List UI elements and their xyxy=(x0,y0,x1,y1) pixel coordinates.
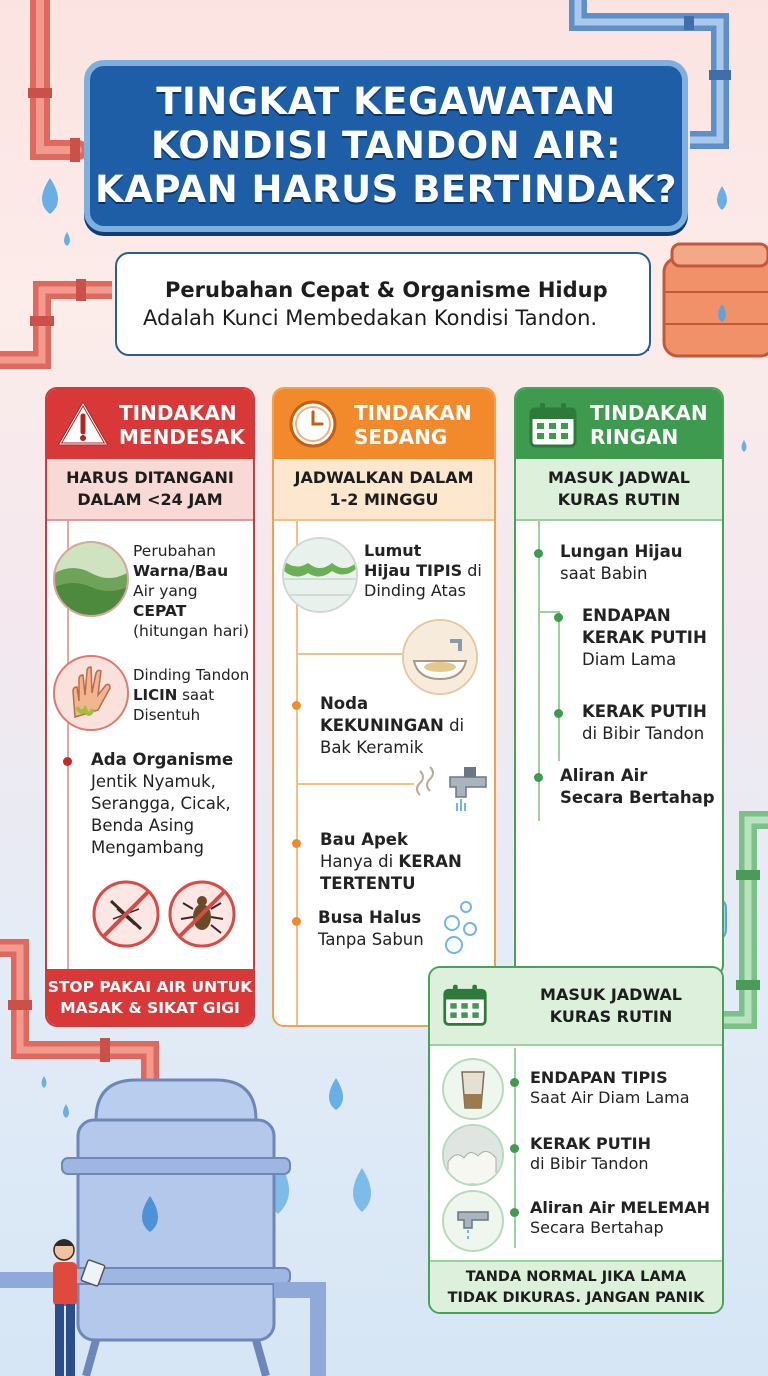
urgent-item-3 xyxy=(91,749,255,859)
weak-faucet-image xyxy=(442,1190,504,1252)
light-item-3-l1: KERAK PUTIH xyxy=(582,702,707,721)
urgent-item-3-l1: Jentik Nyamuk, xyxy=(91,772,216,791)
urgent-label-line1: TINDAKAN xyxy=(119,401,237,425)
urgent-item-1-l4: CEPAT xyxy=(133,602,187,620)
sink-stain-image xyxy=(402,619,478,695)
urgent-deadline-line2: DALAM <24 JAM xyxy=(77,490,223,509)
urgent-item-3-l2: Serangga, Cicak, xyxy=(91,794,231,813)
light-item-4 xyxy=(560,765,722,809)
urgent-footer-line1: STOP PAKAI AIR UNTUK xyxy=(47,978,253,996)
bullet-dot xyxy=(534,773,543,782)
light-header-label xyxy=(590,401,708,449)
water-tank-orange xyxy=(664,244,768,356)
urgent-item-1-l2: Warna/Bau xyxy=(133,562,229,580)
light-item-2-l1: ENDAPAN xyxy=(582,606,671,625)
medium-item-2-l3: Bak Keramik xyxy=(320,738,424,757)
calendar-icon xyxy=(528,401,578,449)
light-card-deadline-line1: MASUK JADWAL xyxy=(540,985,682,1004)
bullet-dot xyxy=(554,613,563,622)
urgent-item-1-l5: (hitungan hari) xyxy=(133,622,250,640)
thin-moss-image xyxy=(282,537,358,613)
bullet-dot xyxy=(292,917,301,926)
light-item-1 xyxy=(560,541,720,585)
light-card-item-1-l2: Saat Air Diam Lama xyxy=(530,1088,690,1107)
light-card-header xyxy=(430,968,722,1046)
pipe-mid-left xyxy=(0,279,112,360)
medium-item-3-l1: Bau Apek xyxy=(320,830,408,849)
no-insect-icon xyxy=(167,879,237,949)
light-item-1-l1: Lungan Hijau xyxy=(560,542,683,561)
urgent-footer-line2: MASAK & SIKAT GIGI xyxy=(60,999,240,1017)
medium-action-column xyxy=(272,387,496,1027)
light-card-item-3 xyxy=(530,1198,724,1238)
medium-deadline xyxy=(274,459,494,521)
medium-item-1-l1: Lumut xyxy=(364,541,422,560)
title-banner xyxy=(84,60,688,232)
urgent-action-column xyxy=(45,387,255,1027)
light-label-line2: RINGAN xyxy=(590,425,679,449)
slimy-hand-image xyxy=(53,655,129,731)
light-action-column xyxy=(514,387,724,977)
urgent-item-3-l3: Benda Asing xyxy=(91,816,195,835)
bullet-dot xyxy=(510,1078,519,1087)
foam-bubbles-icon xyxy=(440,899,480,955)
light-item-4-l1: Aliran Air xyxy=(560,766,648,785)
light-item-2-l2: KERAK PUTIH xyxy=(582,628,707,647)
faucet-smell-icon xyxy=(406,757,496,817)
medium-item-2-l2a: KEKUNINGAN xyxy=(320,716,444,735)
medium-item-3-l3: TERTENTU xyxy=(320,874,416,893)
light-action-card xyxy=(428,966,724,1314)
bullet-dot xyxy=(510,1144,519,1153)
urgent-item-2-l2a: LICIN xyxy=(133,686,178,704)
light-card-item-1 xyxy=(530,1068,722,1108)
connector-line xyxy=(296,653,402,655)
no-mosquito-icon xyxy=(91,879,161,949)
title-line-3: KAPAN HARUS BERTINDAK? xyxy=(95,168,677,211)
connector-line xyxy=(538,611,558,613)
urgent-items xyxy=(47,521,253,975)
light-item-3 xyxy=(582,701,722,745)
urgent-item-2-l3: Disentuh xyxy=(133,706,201,724)
medium-item-3-l2a: Hanya di xyxy=(320,852,399,871)
medium-label-line2: SEDANG xyxy=(354,425,448,449)
urgent-item-3-l4: Mengambang xyxy=(91,838,205,857)
bullet-dot xyxy=(292,701,301,710)
medium-items xyxy=(274,521,494,1027)
light-card-item-3-l2: Secara Bertahap xyxy=(530,1218,664,1237)
medium-header xyxy=(274,389,494,459)
light-card-deadline xyxy=(500,984,722,1028)
medium-item-4-l1: Busa Halus xyxy=(318,908,422,927)
light-label-line1: TINDAKAN xyxy=(590,401,708,425)
medium-item-4-l2: Tanpa Sabun xyxy=(318,930,424,949)
light-card-item-3-l1: Aliran Air MELEMAH xyxy=(530,1198,710,1217)
warning-triangle-icon xyxy=(57,401,109,447)
light-item-1-l2: saat Babin xyxy=(560,564,648,583)
subtitle-box xyxy=(115,252,651,356)
urgent-item-1-l3: Air yang xyxy=(133,582,198,600)
light-card-deadline-line2: KURAS RUTIN xyxy=(549,1007,673,1026)
subtitle-line-2: Adalah Kunci Membedakan Kondisi Tandon. xyxy=(143,306,598,330)
urgent-item-2-l2b: saat xyxy=(177,686,215,704)
urgent-item-3-title: Ada Organisme xyxy=(91,750,234,769)
pipe-top-left xyxy=(28,0,80,162)
bullet-dot xyxy=(292,839,301,848)
medium-header-label xyxy=(354,401,472,449)
medium-deadline-line1: JADWALKAN DALAM xyxy=(294,468,474,487)
bullet-dot xyxy=(554,709,563,718)
light-card-footer-line2: TIDAK DIKURAS. JANGAN PANIK xyxy=(447,1290,705,1306)
title-line-2: KONDISI TANDON AIR: xyxy=(150,124,622,167)
white-crust-image xyxy=(442,1124,504,1186)
medium-item-4 xyxy=(318,907,458,951)
urgent-item-2-l1: Dinding Tandon xyxy=(133,666,250,684)
urgent-header xyxy=(47,389,253,459)
urgent-deadline xyxy=(47,459,253,521)
medium-item-2 xyxy=(320,693,496,759)
urgent-item-2 xyxy=(133,665,255,725)
light-item-4-l2: Secara Bertahap xyxy=(560,788,715,807)
calendar-icon xyxy=(442,982,488,1028)
light-deadline-line2: KURAS RUTIN xyxy=(557,490,681,509)
medium-item-1-l2b: di xyxy=(462,561,482,580)
light-item-3-l2: di Bibir Tandon xyxy=(582,724,705,743)
bullet-dot xyxy=(63,757,72,766)
medium-item-1 xyxy=(364,541,494,601)
urgent-header-label xyxy=(119,401,245,449)
connector-line xyxy=(296,783,414,785)
light-deadline-line1: MASUK JADWAL xyxy=(548,468,690,487)
urgent-footer xyxy=(47,969,253,1025)
medium-item-1-l2a: Hijau TIPIS xyxy=(364,561,463,580)
sediment-glass-image xyxy=(442,1058,504,1120)
title-line-1: TINGKAT KEGAWATAN xyxy=(156,80,616,123)
clock-icon xyxy=(288,399,338,449)
light-card-item-2 xyxy=(530,1134,722,1174)
urgent-deadline-line1: HARUS DITANGANI xyxy=(66,468,234,487)
urgent-label-line2: MENDESAK xyxy=(119,425,245,449)
light-deadline xyxy=(516,459,722,521)
light-card-footer xyxy=(430,1260,722,1314)
light-header xyxy=(516,389,722,459)
light-card-footer-line1: TANDA NORMAL JIKA LAMA xyxy=(465,1269,687,1285)
light-item-2 xyxy=(582,605,722,671)
light-card-item-1-l1: ENDAPAN TIPIS xyxy=(530,1068,668,1087)
water-tank-blue xyxy=(0,1080,318,1376)
medium-item-2-l2b: di xyxy=(443,716,465,735)
light-card-item-2-l2: di Bibir Tandon xyxy=(530,1154,649,1173)
medium-item-2-l1: Noda xyxy=(320,694,369,713)
light-item-2-l3: Diam Lama xyxy=(582,650,677,669)
medium-deadline-line2: 1-2 MINGGU xyxy=(329,490,439,509)
bullet-dot xyxy=(510,1208,519,1217)
medium-item-1-l3: Dinding Atas xyxy=(364,581,466,600)
urgent-item-1 xyxy=(133,541,253,641)
light-items xyxy=(516,521,722,977)
medium-item-3-l2b: KERAN xyxy=(398,852,462,871)
timeline-branch xyxy=(558,611,560,761)
light-card-item-2-l1: KERAK PUTIH xyxy=(530,1134,651,1153)
subtitle-line-1: Perubahan Cepat & Organisme Hidup xyxy=(165,278,608,302)
green-water-image xyxy=(53,541,129,617)
pipe-right-green xyxy=(720,820,768,1020)
urgent-item-1-l1: Perubahan xyxy=(133,542,217,560)
medium-label-line1: TINDAKAN xyxy=(354,401,472,425)
medium-item-3 xyxy=(320,829,496,895)
bullet-dot xyxy=(534,549,543,558)
